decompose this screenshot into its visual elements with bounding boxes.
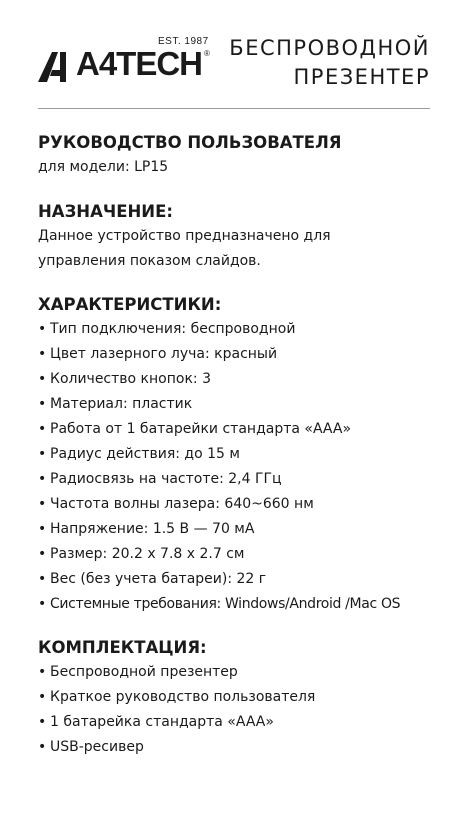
list-item bbox=[38, 417, 438, 442]
list-item-text: 1 батарейка стандарта «AAA» bbox=[50, 714, 274, 730]
list-item bbox=[38, 442, 438, 467]
purpose-line: управления показом слайдов. bbox=[38, 253, 261, 269]
manual-section bbox=[38, 131, 438, 180]
a4tech-logo-mark-icon bbox=[38, 50, 78, 82]
bullet-icon: • bbox=[38, 546, 47, 562]
list-item-text: Беспроводной презентер bbox=[50, 664, 238, 680]
package-section bbox=[38, 636, 438, 760]
list-item-text: Радиосвязь на частоте: 2,4 ГГц bbox=[50, 471, 282, 487]
package-title: КОМПЛЕКТАЦИЯ: bbox=[38, 638, 207, 657]
model-line: для модели: LP15 bbox=[38, 159, 169, 175]
bullet-icon: • bbox=[38, 371, 47, 387]
purpose-section bbox=[38, 200, 438, 274]
bullet-icon: • bbox=[38, 421, 47, 437]
logo-established: EST. 1987 bbox=[158, 36, 209, 47]
bullet-icon: • bbox=[38, 321, 47, 337]
bullet-icon: • bbox=[38, 446, 47, 462]
bullet-icon: • bbox=[38, 596, 46, 612]
specs-section bbox=[38, 293, 438, 617]
header-divider bbox=[38, 108, 430, 109]
list-item-text: Работа от 1 батарейки стандарта «AAA» bbox=[50, 421, 352, 437]
product-name-line: БЕСПРОВОДНОЙ bbox=[229, 36, 430, 60]
document-header bbox=[0, 0, 468, 110]
list-item-text: Тип подключения: беспроводной bbox=[50, 321, 296, 337]
bullet-icon: • bbox=[38, 664, 47, 680]
list-item bbox=[38, 660, 438, 685]
purpose-line: Данное устройство предназначено для bbox=[38, 228, 331, 244]
list-item bbox=[38, 492, 438, 517]
bullet-icon: • bbox=[38, 739, 47, 755]
list-item-text: Вес (без учета батареи): 22 г bbox=[50, 571, 267, 587]
manual-title: РУКОВОДСТВО ПОЛЬЗОВАТЕЛЯ bbox=[38, 133, 342, 152]
bullet-icon: • bbox=[38, 346, 47, 362]
specs-list bbox=[38, 317, 438, 617]
list-item-text: Цвет лазерного луча: красный bbox=[50, 346, 278, 362]
list-item bbox=[38, 685, 438, 710]
product-name bbox=[229, 34, 430, 92]
list-item bbox=[38, 367, 438, 392]
list-item bbox=[38, 567, 438, 592]
product-name-line: ПРЕЗЕНТЕР bbox=[293, 65, 430, 89]
bullet-icon: • bbox=[38, 689, 47, 705]
list-item bbox=[38, 392, 438, 417]
logo-registered-mark: ® bbox=[204, 49, 210, 58]
manual-content bbox=[38, 131, 438, 760]
list-item-text: Системные требования: Windows/Android /Mac OS bbox=[50, 596, 401, 612]
list-item-text: Количество кнопок: 3 bbox=[50, 371, 211, 387]
bullet-icon: • bbox=[38, 396, 47, 412]
list-item-text: USB-ресивер bbox=[50, 739, 144, 755]
bullet-icon: • bbox=[38, 571, 47, 587]
list-item bbox=[38, 317, 438, 342]
list-item bbox=[38, 517, 438, 542]
list-item-text: Радиус действия: до 15 м bbox=[50, 446, 240, 462]
logo-wordmark: A4TECH bbox=[76, 45, 203, 82]
bullet-icon: • bbox=[38, 714, 47, 730]
list-item-text: Материал: пластик bbox=[50, 396, 193, 412]
a4tech-logo bbox=[38, 36, 218, 86]
bullet-icon: • bbox=[38, 521, 47, 537]
list-item bbox=[38, 710, 438, 735]
package-list bbox=[38, 660, 438, 760]
bullet-icon: • bbox=[38, 496, 47, 512]
list-item bbox=[38, 592, 438, 617]
list-item-text: Частота волны лазера: 640~660 нм bbox=[50, 496, 314, 512]
list-item bbox=[38, 542, 438, 567]
list-item-text: Размер: 20.2 х 7.8 х 2.7 см bbox=[50, 546, 245, 562]
bullet-icon: • bbox=[38, 471, 47, 487]
list-item bbox=[38, 735, 438, 760]
specs-title: ХАРАКТЕРИСТИКИ: bbox=[38, 295, 222, 314]
purpose-title: НАЗНАЧЕНИЕ: bbox=[38, 202, 173, 221]
list-item bbox=[38, 467, 438, 492]
list-item bbox=[38, 342, 438, 367]
list-item-text: Напряжение: 1.5 В — 70 мА bbox=[50, 521, 255, 537]
list-item-text: Краткое руководство пользователя bbox=[50, 689, 316, 705]
